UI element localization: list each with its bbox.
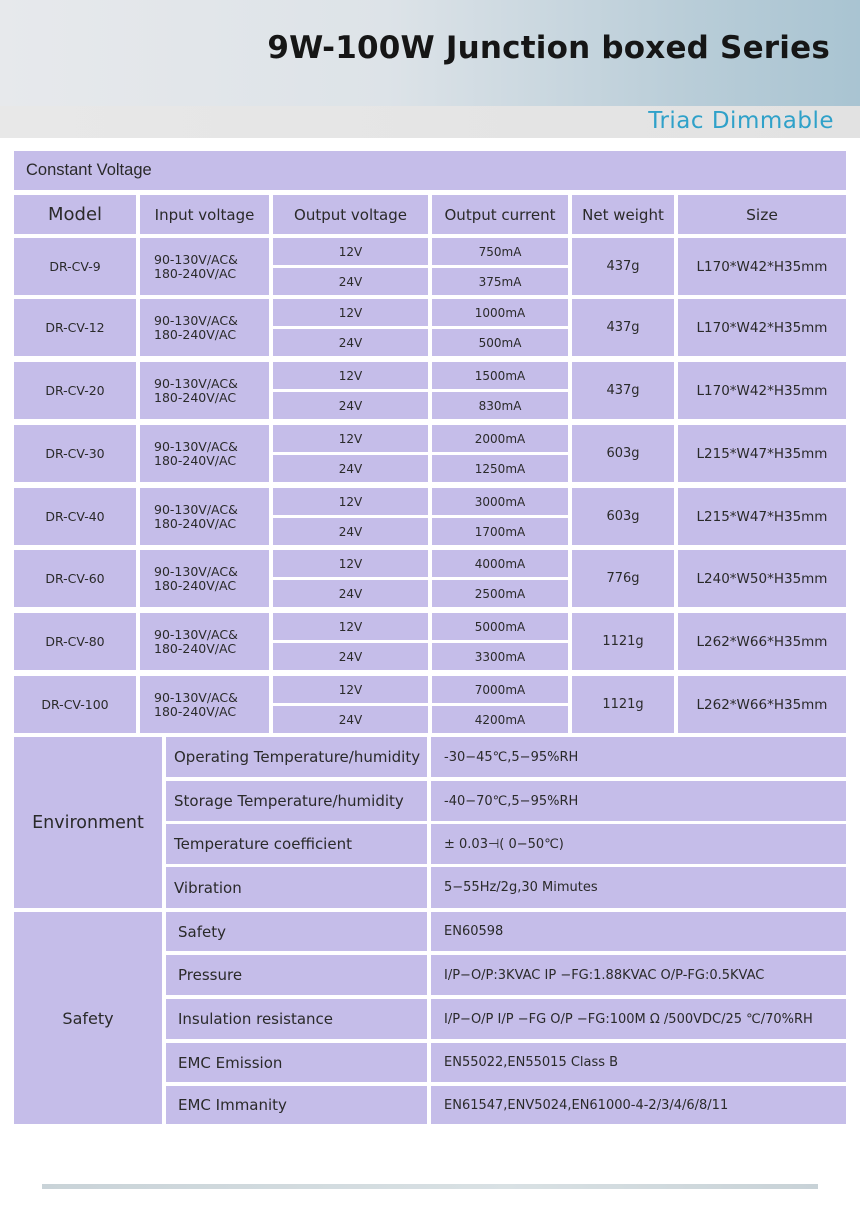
output-voltage-12v: 12V [273,488,428,515]
model-name: DR-CV-9 [14,238,136,295]
net-weight: 603g [572,425,674,482]
output-current-24v: 1700mA [432,518,568,545]
size: L262*W66*H35mm [678,613,846,670]
net-weight: 437g [572,362,674,419]
env-param-value: -40−70℃,5−95%RH [431,781,846,821]
model-name: DR-CV-60 [14,550,136,607]
env-param-label: Storage Temperature/humidity [166,781,427,821]
env-param-value: 5−55Hz/2g,30 Mimutes [431,867,846,908]
col-header-output-current: Output current [432,195,568,234]
output-current-12v: 1500mA [432,362,568,389]
model-name: DR-CV-20 [14,362,136,419]
safety-param-label: EMC Emission [166,1043,427,1082]
output-voltage-24v: 24V [273,392,428,419]
output-current-24v: 830mA [432,392,568,419]
safety-param-value: EN60598 [431,912,846,951]
output-voltage-24v: 24V [273,518,428,545]
size: L170*W42*H35mm [678,362,846,419]
net-weight: 776g [572,550,674,607]
output-voltage-24v: 24V [273,580,428,607]
output-current-12v: 750mA [432,238,568,265]
model-name: DR-CV-40 [14,488,136,545]
safety-param-value: EN55022,EN55015 Class B [431,1043,846,1082]
net-weight: 1121g [572,613,674,670]
output-current-24v: 500mA [432,329,568,356]
safety-param-value: I/P−O/P I/P −FG O/P −FG:100M Ω /500VDC/25 ℃/70%RH [431,999,846,1039]
safety-label: Safety [14,912,162,1124]
input-voltage: 90-130V/AC& 180-240V/AC [140,488,269,545]
size: L240*W50*H35mm [678,550,846,607]
output-voltage-12v: 12V [273,362,428,389]
model-name: DR-CV-30 [14,425,136,482]
net-weight: 1121g [572,676,674,733]
safety-param-label: Insulation resistance [166,999,427,1039]
input-voltage: 90-130V/AC& 180-240V/AC [140,676,269,733]
input-voltage: 90-130V/AC& 180-240V/AC [140,550,269,607]
output-current-12v: 5000mA [432,613,568,640]
safety-param-value: I/P−O/P:3KVAC IP −FG:1.88KVAC O/P-FG:0.5KVAC [431,955,846,995]
net-weight: 437g [572,299,674,356]
net-weight: 603g [572,488,674,545]
env-param-label: Temperature coefficient [166,824,427,864]
env-param-label: Operating Temperature/humidity [166,737,427,777]
output-voltage-12v: 12V [273,299,428,326]
output-current-12v: 4000mA [432,550,568,577]
output-voltage-12v: 12V [273,238,428,265]
safety-param-value: EN61547,ENV5024,EN61000-4-2/3/4/6/8/11 [431,1086,846,1124]
input-voltage: 90-130V/AC& 180-240V/AC [140,425,269,482]
output-voltage-12v: 12V [273,613,428,640]
output-current-24v: 4200mA [432,706,568,733]
output-current-12v: 2000mA [432,425,568,452]
env-param-label: Vibration [166,867,427,908]
output-current-24v: 3300mA [432,643,568,670]
col-header-input-voltage: Input voltage [140,195,269,234]
output-current-24v: 2500mA [432,580,568,607]
env-param-value: ± 0.03⊣( 0−50℃) [431,824,846,864]
environment-label: Environment [14,737,162,908]
page-subtitle: Triac Dimmable [648,108,834,134]
output-current-12v: 3000mA [432,488,568,515]
size: L170*W42*H35mm [678,299,846,356]
output-voltage-24v: 24V [273,455,428,482]
output-voltage-24v: 24V [273,706,428,733]
output-current-24v: 375mA [432,268,568,295]
size: L215*W47*H35mm [678,425,846,482]
col-header-net-weight: Net weight [572,195,674,234]
section-title: Constant Voltage [14,151,846,190]
output-voltage-24v: 24V [273,268,428,295]
output-current-12v: 1000mA [432,299,568,326]
output-voltage-24v: 24V [273,643,428,670]
output-current-24v: 1250mA [432,455,568,482]
col-header-size: Size [678,195,846,234]
output-voltage-12v: 12V [273,425,428,452]
output-voltage-12v: 12V [273,676,428,703]
size: L215*W47*H35mm [678,488,846,545]
page-title: 9W-100W Junction boxed Series [267,30,830,66]
output-voltage-24v: 24V [273,329,428,356]
model-name: DR-CV-100 [14,676,136,733]
input-voltage: 90-130V/AC& 180-240V/AC [140,362,269,419]
env-param-value: -30−45℃,5−95%RH [431,737,846,777]
net-weight: 437g [572,238,674,295]
safety-param-label: Safety [166,912,427,951]
col-header-model: Model [14,195,136,234]
safety-param-label: EMC Immanity [166,1086,427,1124]
input-voltage: 90-130V/AC& 180-240V/AC [140,238,269,295]
col-header-output-voltage: Output voltage [273,195,428,234]
safety-param-label: Pressure [166,955,427,995]
footer-divider [42,1184,818,1189]
input-voltage: 90-130V/AC& 180-240V/AC [140,299,269,356]
size: L170*W42*H35mm [678,238,846,295]
input-voltage: 90-130V/AC& 180-240V/AC [140,613,269,670]
model-name: DR-CV-80 [14,613,136,670]
size: L262*W66*H35mm [678,676,846,733]
output-voltage-12v: 12V [273,550,428,577]
model-name: DR-CV-12 [14,299,136,356]
output-current-12v: 7000mA [432,676,568,703]
